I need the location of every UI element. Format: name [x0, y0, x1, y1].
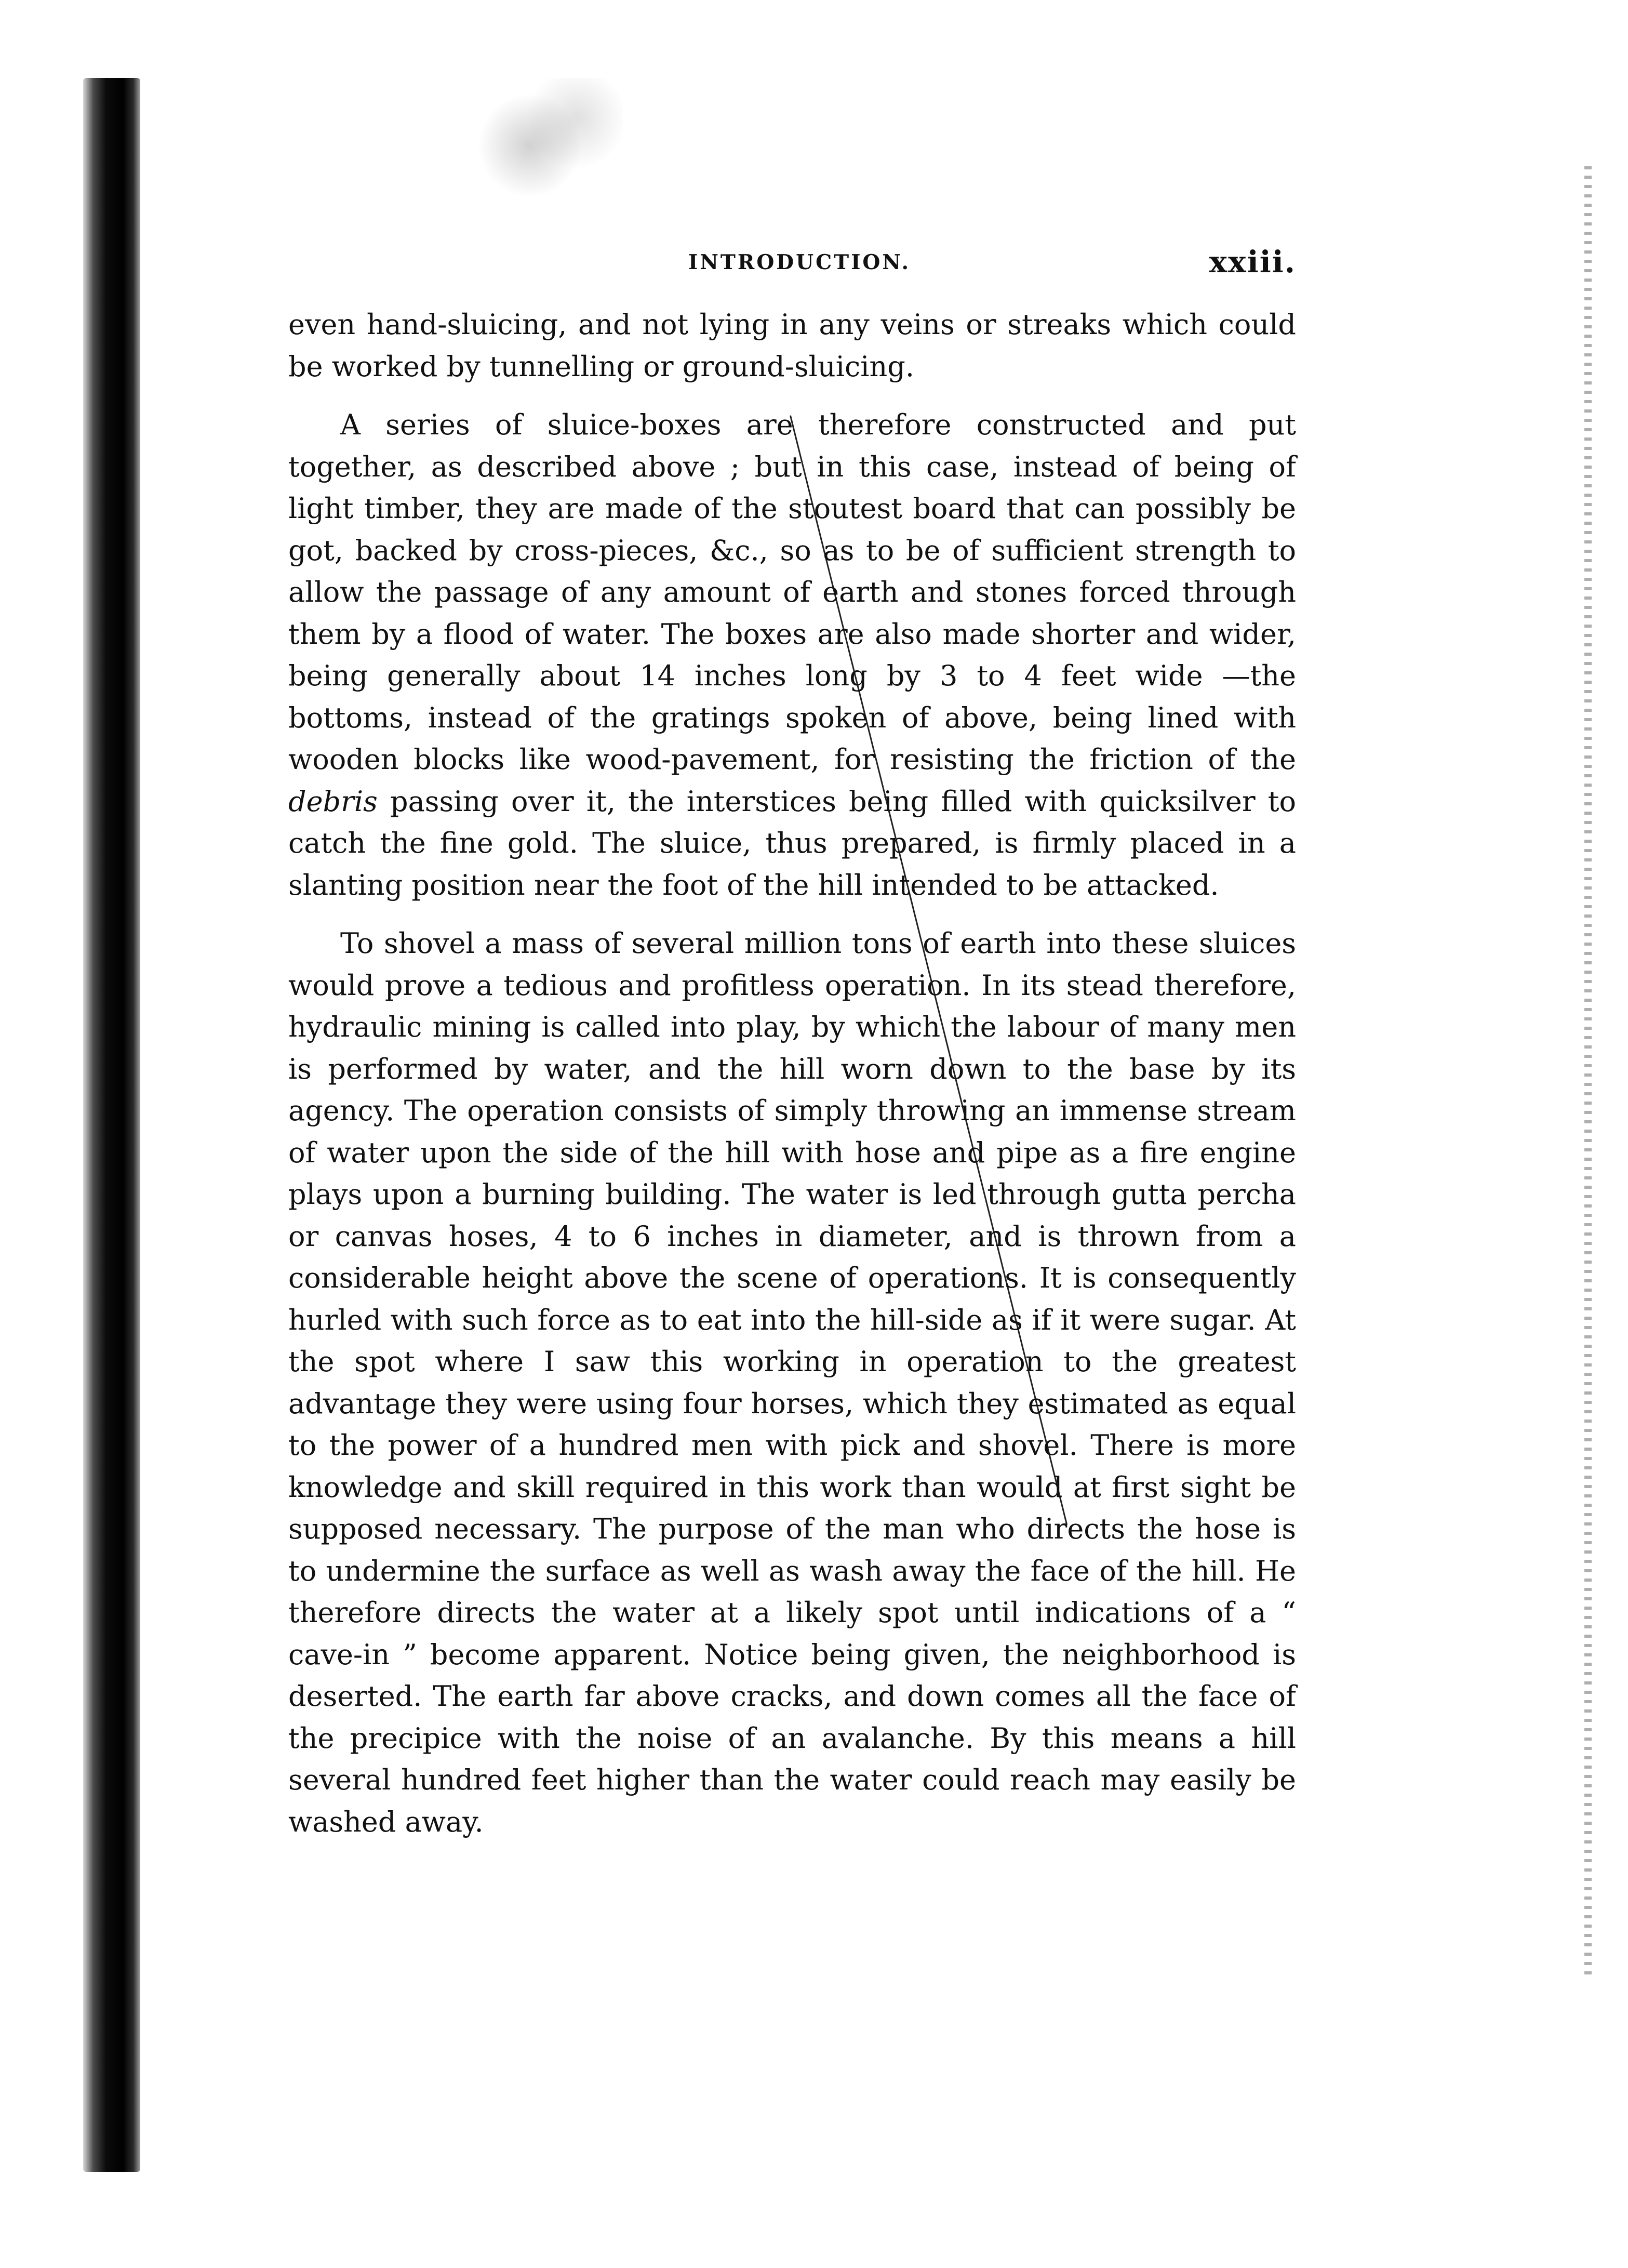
paragraph-2	[288, 404, 1296, 906]
text-segment: even hand-sluicing, and not lying in any veins or streaks which could be worked by tunnelling or ground-sluicing.	[288, 308, 1296, 383]
page-header	[288, 244, 1296, 286]
text-body	[288, 304, 1296, 1843]
paragraph-1	[288, 304, 1296, 388]
ink-smudge	[468, 78, 623, 213]
paragraph-3	[288, 923, 1296, 1843]
text-segment: To shovel a mass of several million tons of earth into these sluices would prove a tedious and profitless operation. In its stead therefore, hydraulic mining is called into play, by which the labour of many men is performed by water, and the hill worn down to the base by its agency. The operation consists of simply throwing an immense stream of water upon the side of the hill with hose and pipe as a fire engine plays upon a burning building. The water is led through gutta percha or canvas hoses, 4 to 6 inches in diameter, and is thrown from a considerable height above the scene of operations. It is consequently hurled with such force as to eat into the hill-side as if it were sugar. At the spot where I saw this working in operation to the greatest advantage they were using four horses, which they estimated as equal to the power of a hundred men with pick and shovel. There is more knowledge and skill required in this work than would at first sight be supposed necessary. The purpose of the man who directs the hose is to undermine the surface as well as wash away the face of the hill. He therefore directs the water at a likely spot until indications of a “ cave-in ” become apparent. Notice being given, the neighborhood is deserted. The earth far above cracks, and down comes all the face of the precipice with the noise of an avalanche. By this means a hill several hundred feet higher than the water could reach may easily be washed away.	[288, 927, 1296, 1838]
italic-term: debris	[288, 785, 378, 818]
text-segment: A series of sluice-boxes are therefore constructed and put together, as described above ; but in this case, instead of being of light timber, they are made of the stoutest board that can possibly be got, backed by cross-pieces, &c., so as to be of sufficient strength to allow the passage of any amount of earth and stones forced through them by a flood of water. The boxes are also made shorter and wider, being generally about 14 inches long by 3 to 4 feet wide —the bottoms, instead of the gratings spoken of above, being lined with wooden blocks like wood-pavement, for resisting the friction of the	[288, 408, 1296, 776]
page-edge-speckle	[1584, 166, 1592, 1974]
running-head: INTRODUCTION.	[688, 250, 911, 274]
book-binding-edge	[83, 78, 140, 2172]
page-number: xxiii.	[1209, 244, 1296, 280]
text-segment: passing over it, the interstices being filled with quicksilver to catch the fine gold. The sluice, thus prepared, is firmly placed in a slanting position near the foot of the hill intended to be attacked.	[288, 785, 1296, 901]
